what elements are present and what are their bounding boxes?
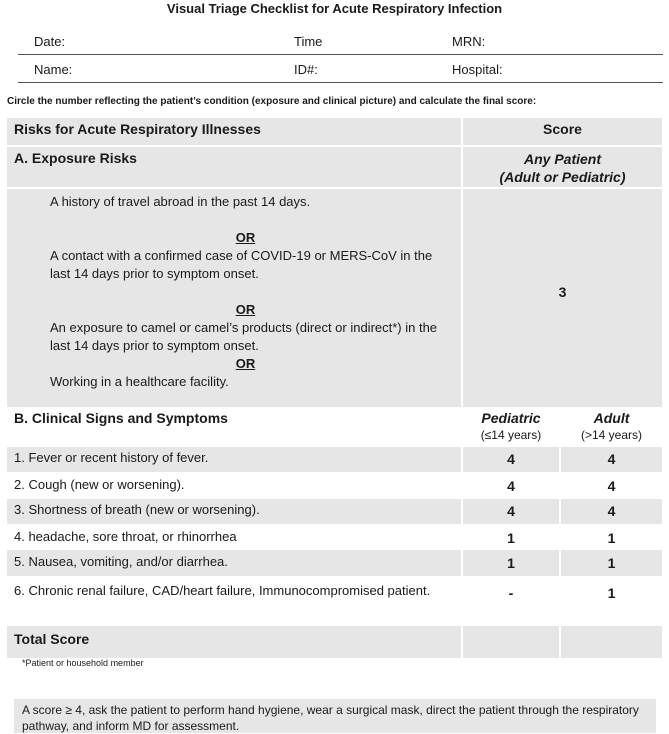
- symptom-label: 1. Fever or recent history of fever.: [7, 447, 461, 472]
- symptom-label: 6. Chronic renal failure, CAD/heart failure, Immunocompromised patient.: [14, 583, 431, 598]
- date-label: Date:: [34, 34, 66, 49]
- info-row-name: [18, 55, 663, 83]
- pediatric-header: [463, 407, 559, 447]
- exposure-score[interactable]: 3: [463, 189, 662, 407]
- mrn-label: MRN:: [452, 34, 486, 49]
- adult-sublabel: (>14 years): [580, 428, 643, 442]
- symptom-label: 3. Shortness of breath (new or worsening).: [7, 499, 461, 524]
- id-label: ID#:: [294, 62, 318, 77]
- total-score-pediatric-field[interactable]: [463, 626, 559, 658]
- adult-score[interactable]: 1: [607, 530, 616, 546]
- footnote: *Patient or household member: [22, 658, 144, 668]
- or-separator: OR: [235, 302, 256, 317]
- triage-table: [7, 118, 662, 658]
- symptom-label: 2. Cough (new or worsening).: [14, 477, 185, 492]
- adult-score[interactable]: 1: [561, 550, 662, 576]
- pediatric-score[interactable]: 4: [463, 499, 559, 524]
- pediatric-score[interactable]: 1: [463, 550, 559, 576]
- instructions: Circle the number reflecting the patient’s condition (exposure and clinical picture) and calculate the final score:: [7, 96, 537, 107]
- document-title: Visual Triage Checklist for Acute Respiratory Infection: [166, 1, 503, 16]
- any-patient-sublabel: (Adult or Pediatric): [499, 169, 626, 185]
- adult-score[interactable]: 4: [561, 499, 662, 524]
- pediatric-score[interactable]: 1: [507, 530, 515, 546]
- exposure-risks-list: [7, 189, 461, 407]
- pediatric-score[interactable]: 4: [507, 478, 515, 494]
- time-label: Time: [294, 34, 323, 49]
- any-patient-label: Any Patient: [523, 151, 601, 167]
- exposure-item-camel: An exposure to camel or camel’s products (direct or indirect*) in the last 14 days prior to symptom onset.: [50, 320, 438, 353]
- total-score-label: Total Score: [7, 626, 461, 658]
- or-separator: OR: [235, 230, 256, 245]
- pediatric-sublabel: (≤14 years): [480, 428, 542, 442]
- adult-header: [561, 407, 662, 447]
- adult-score[interactable]: 1: [607, 585, 616, 601]
- exposure-item-healthcare: Working in a healthcare facility.: [50, 374, 229, 389]
- adult-label: Adult: [593, 410, 630, 426]
- hospital-label: Hospital:: [452, 62, 503, 77]
- any-patient-header: [463, 147, 662, 187]
- pediatric-label: Pediatric: [481, 410, 541, 426]
- total-score-adult-field[interactable]: [561, 626, 662, 658]
- exposure-item-travel: A history of travel abroad in the past 14 days.: [50, 194, 311, 209]
- adult-score[interactable]: 4: [561, 447, 662, 472]
- pediatric-score[interactable]: -: [508, 585, 514, 601]
- header-risks: Risks for Acute Respiratory Illnesses: [7, 118, 461, 145]
- adult-score[interactable]: 4: [607, 478, 616, 494]
- or-separator: OR: [235, 356, 256, 371]
- name-label: Name:: [34, 62, 73, 77]
- exposure-item-contact: A contact with a confirmed case of COVID-19 or MERS-CoV in the last 14 days prior to symptom onset.: [50, 248, 433, 281]
- info-row-date: [18, 27, 663, 55]
- symptom-label: 5. Nausea, vomiting, and/or diarrhea.: [7, 550, 461, 576]
- section-a-title: A. Exposure Risks: [7, 147, 461, 187]
- section-b-title: B. Clinical Signs and Symptoms: [14, 410, 228, 426]
- pediatric-score[interactable]: 4: [463, 447, 559, 472]
- symptom-label: 4. headache, sore throat, or rhinorrhea: [14, 529, 237, 544]
- advice-box: A score ≥ 4, ask the patient to perform hand hygiene, wear a surgical mask, direct the patient through the respiratory pathway, and inform MD for assessment.: [14, 699, 656, 733]
- header-score: Score: [463, 118, 662, 145]
